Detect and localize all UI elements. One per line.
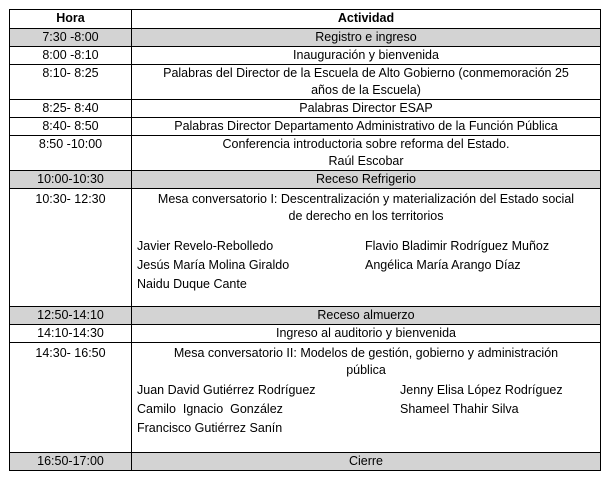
speaker-name: Francisco Gutiérrez Sanín — [137, 421, 283, 435]
activity-cell — [132, 325, 601, 343]
speaker-row — [135, 275, 597, 294]
speaker-row — [135, 256, 597, 275]
activity-cell — [132, 171, 601, 189]
speaker-name: Flavio Bladimir Rodríguez Muñoz — [365, 239, 550, 253]
speaker-name: Raúl Escobar — [328, 154, 404, 168]
time-cell: 8:10- 8:25 — [10, 65, 132, 100]
table-row — [10, 118, 601, 136]
time-cell: 8:00 -8:10 — [10, 47, 132, 65]
speaker-list — [135, 381, 597, 438]
time-cell: 10:30- 12:30 — [10, 189, 132, 307]
table-row — [10, 136, 601, 171]
table-row — [10, 307, 601, 325]
speaker-list — [135, 237, 597, 294]
activity-line: Palabras del Director de la Escuela de Alto Gobierno (conmemoración 25 — [163, 66, 569, 80]
table-row — [10, 189, 601, 307]
speaker-name: Angélica María Arango Díaz — [365, 258, 521, 272]
speaker-row — [135, 381, 597, 400]
activity-line: de derecho en los territorios — [288, 209, 444, 223]
activity-cell — [132, 47, 601, 65]
activity-cell — [132, 29, 601, 47]
speaker-name: Shameel Thahir Silva — [400, 402, 519, 416]
activity-line: Receso almuerzo — [317, 308, 415, 322]
table-row — [10, 100, 601, 118]
table-row — [10, 29, 601, 47]
schedule-container — [9, 9, 600, 480]
speaker-name: Javier Revelo-Rebolledo — [137, 239, 274, 253]
activity-cell — [132, 189, 601, 307]
activity-cell — [132, 343, 601, 453]
activity-cell — [132, 65, 601, 100]
speaker-row — [135, 237, 597, 256]
header-activity: Actividad — [132, 10, 601, 29]
activity-line: Inauguración y bienvenida — [293, 48, 439, 62]
time-cell: 8:40- 8:50 — [10, 118, 132, 136]
speaker-name: Naidu Duque Cante — [137, 277, 247, 291]
table-row — [10, 453, 601, 471]
speaker-row — [135, 419, 597, 438]
header-row — [10, 10, 601, 29]
activity-line: Registro e ingreso — [315, 30, 417, 44]
activity-line: Mesa conversatorio I: Descentralización y materialización del Estado social — [157, 192, 575, 206]
table-row — [10, 343, 601, 453]
time-cell: 14:10-14:30 — [10, 325, 132, 343]
activity-line: Cierre — [348, 454, 384, 468]
time-cell: 12:50-14:10 — [10, 307, 132, 325]
activity-cell — [132, 118, 601, 136]
table-row — [10, 47, 601, 65]
time-cell: 7:30 -8:00 — [10, 29, 132, 47]
speaker-name: Juan David Gutiérrez Rodríguez — [137, 383, 316, 397]
activity-line: Receso Refrigerio — [315, 172, 417, 186]
time-cell: 14:30- 16:50 — [10, 343, 132, 453]
activity-line: Palabras Director Departamento Administrativo de la Función Pública — [174, 119, 558, 133]
schedule-table — [9, 9, 601, 471]
speaker-name: Jesús María Molina Giraldo — [137, 258, 290, 272]
activity-line: Mesa conversatorio II: Modelos de gestión, gobierno y administración — [173, 346, 559, 360]
activity-line: Palabras Director ESAP — [299, 101, 433, 115]
activity-cell — [132, 453, 601, 471]
table-row — [10, 325, 601, 343]
speaker-name: Camilo Ignacio González — [137, 402, 283, 416]
activity-line: pública — [346, 363, 386, 377]
activity-cell — [132, 136, 601, 171]
time-cell: 8:50 -10:00 — [10, 136, 132, 171]
activity-cell — [132, 307, 601, 325]
activity-line: años de la Escuela) — [311, 83, 421, 97]
table-row — [10, 65, 601, 100]
time-cell: 16:50-17:00 — [10, 453, 132, 471]
activity-line: Ingreso al auditorio y bienvenida — [276, 326, 456, 340]
speaker-name: Jenny Elisa López Rodríguez — [400, 383, 563, 397]
time-cell: 8:25- 8:40 — [10, 100, 132, 118]
table-row — [10, 171, 601, 189]
activity-cell — [132, 100, 601, 118]
speaker-row — [135, 400, 597, 419]
header-time: Hora — [10, 10, 132, 29]
activity-line: Conferencia introductoria sobre reforma del Estado. — [222, 137, 510, 151]
time-cell: 10:00-10:30 — [10, 171, 132, 189]
